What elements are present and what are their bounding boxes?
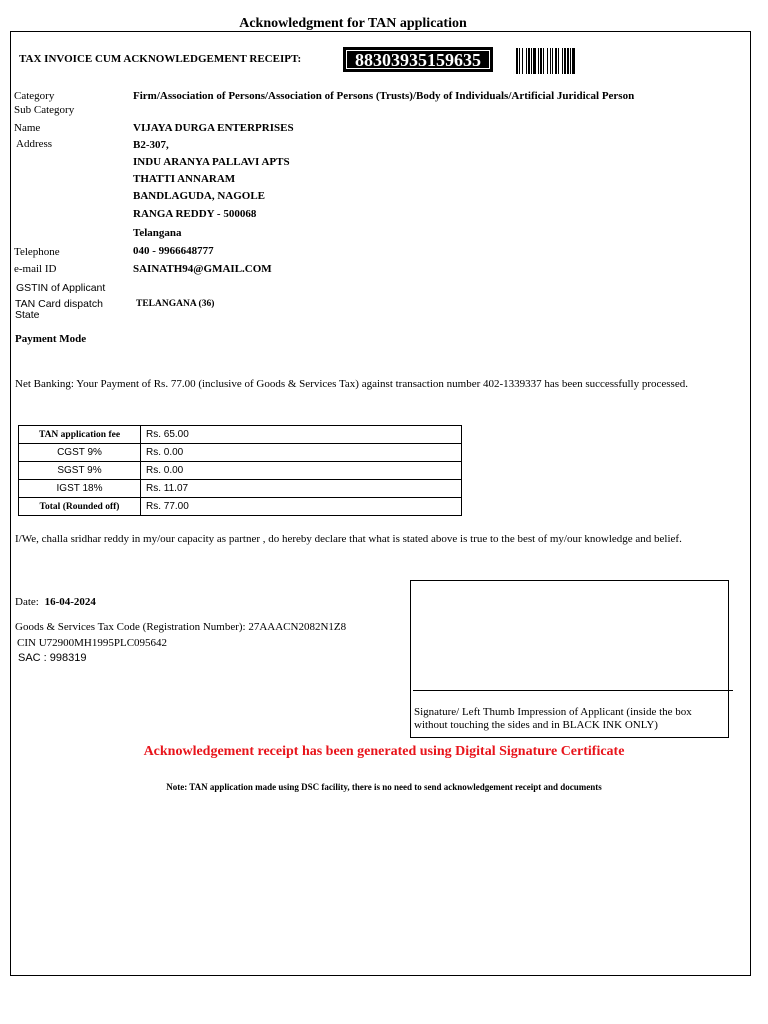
dispatch-label-state: State [15, 309, 40, 321]
signature-line [413, 690, 733, 691]
address-line: B2-307, [133, 139, 169, 151]
email-value: SAINATH94@GMAIL.COM [133, 263, 272, 275]
fee-label: Total (Rounded off) [19, 498, 141, 516]
fee-value: Rs. 65.00 [141, 426, 462, 444]
address-line: BANDLAGUDA, NAGOLE [133, 190, 266, 202]
telephone-value: 040 - 9966648777 [133, 245, 214, 257]
address-label: Address [16, 138, 53, 150]
telephone-label: Telephone [14, 246, 60, 258]
acknowledgement-number: 88303935159635 [346, 50, 490, 69]
signature-caption: Signature/ Left Thumb Impression of Applicant (inside the box without touching the sides and in BLACK INK ONLY) [414, 706, 692, 731]
fee-value: Rs. 77.00 [141, 498, 462, 516]
address-line: RANGA REDDY - 500068 [133, 208, 257, 220]
address-line: Telangana [133, 227, 182, 239]
cin-number: CIN U72900MH1995PLC095642 [17, 637, 168, 649]
fee-table [18, 425, 462, 516]
declaration-text: I/We, challa sridhar reddy in my/our capacity as partner , do hereby declare that what is stated above is true to the best of my/our knowledge and belief. [15, 533, 682, 545]
date-value: 16-04-2024 [44, 596, 96, 608]
email-label: e-mail ID [14, 263, 57, 275]
table-row [19, 426, 462, 444]
date-row [15, 596, 96, 608]
name-label: Name [14, 122, 41, 134]
fee-label: IGST 18% [19, 480, 141, 498]
fee-value: Rs. 0.00 [141, 462, 462, 480]
gstin-label: GSTIN of Applicant [16, 282, 106, 294]
date-label: Date: [15, 596, 39, 608]
category-label: Category [14, 90, 55, 102]
receipt-label: TAX INVOICE CUM ACKNOWLEDGEMENT RECEIPT: [19, 53, 302, 65]
dispatch-state-value: TELANGANA (36) [136, 299, 215, 309]
sac-code: SAC : 998319 [18, 652, 87, 664]
address-line: INDU ARANYA PALLAVI APTS [133, 156, 290, 168]
table-row [19, 480, 462, 498]
dsc-notice: Acknowledgement receipt has been generated using Digital Signature Certificate [143, 744, 625, 759]
sub-category-label: Sub Category [14, 104, 75, 116]
table-row [19, 444, 462, 462]
table-row [19, 462, 462, 480]
fee-label: SGST 9% [19, 462, 141, 480]
dispatch-label: TAN Card dispatch [15, 298, 103, 310]
fee-value: Rs. 11.07 [141, 480, 462, 498]
payment-mode-heading: Payment Mode [15, 333, 87, 345]
barcode-icon [516, 48, 604, 74]
bottom-note: Note: TAN application made using DSC facility, there is no need to send acknowledgement receipt and documents [166, 782, 602, 792]
fee-label: CGST 9% [19, 444, 141, 462]
acknowledgement-number-box [343, 47, 493, 72]
address-line: THATTI ANNARAM [133, 173, 236, 185]
fee-label: TAN application fee [19, 426, 141, 444]
payment-confirmation: Net Banking: Your Payment of Rs. 77.00 (inclusive of Goods & Services Tax) against transaction number 402-1339337 has been successfully processed. [15, 378, 688, 390]
name-value: VIJAYA DURGA ENTERPRISES [133, 122, 294, 134]
fee-value: Rs. 0.00 [141, 444, 462, 462]
page-title: Acknowledgment for TAN application [239, 16, 467, 31]
category-value: Firm/Association of Persons/Association of Persons (Trusts)/Body of Individuals/Artificial Juridical Person [133, 90, 635, 102]
gst-registration: Goods & Services Tax Code (Registration Number): 27AAACN2082N1Z8 [15, 621, 347, 633]
table-row [19, 498, 462, 516]
